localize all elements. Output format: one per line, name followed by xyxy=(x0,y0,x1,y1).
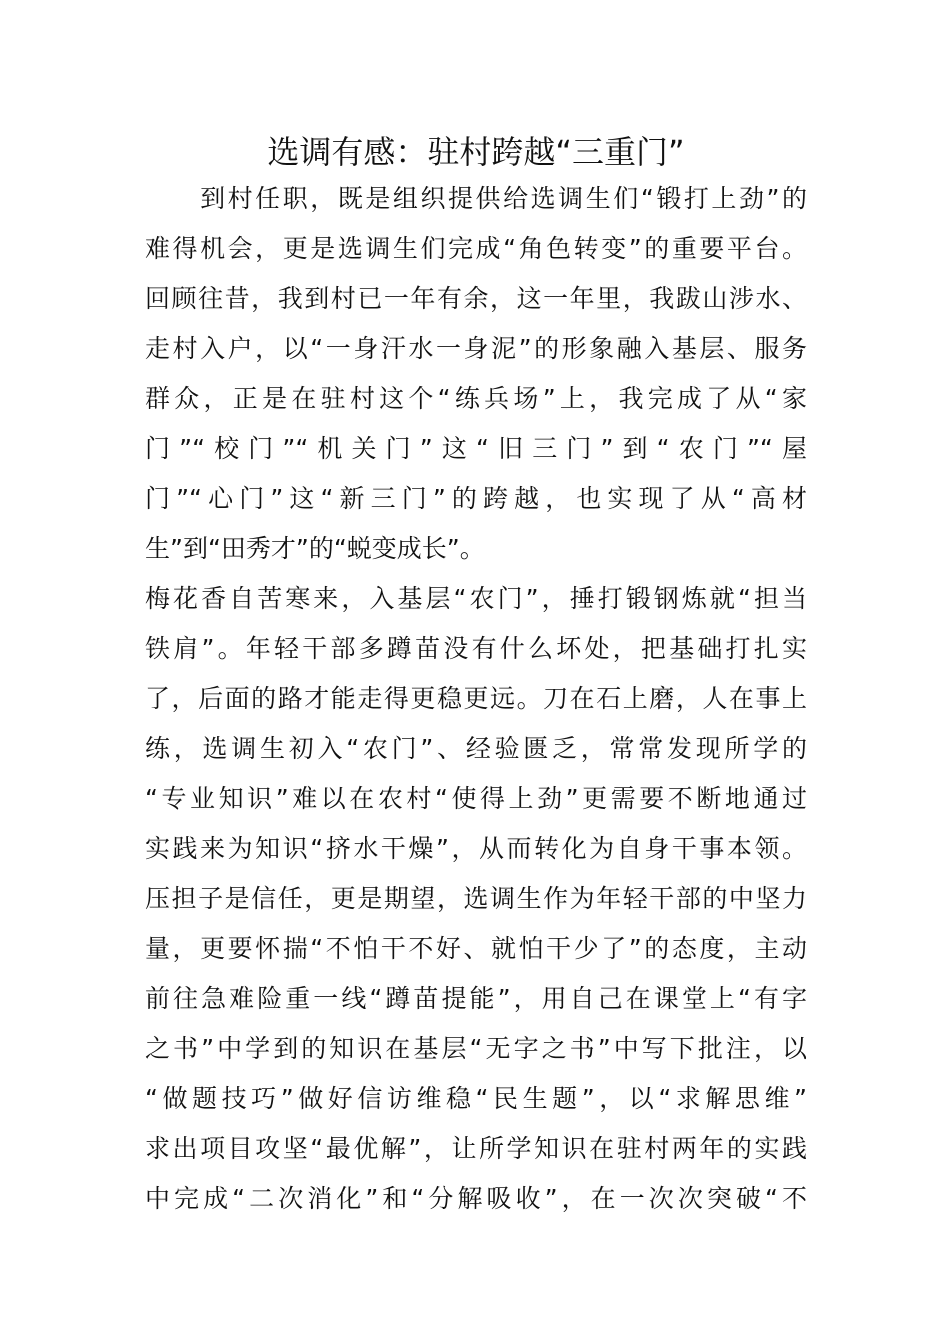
text-line: 难得机会，更是选调生们完成“角色转变”的重要平台。 xyxy=(145,234,807,263)
text-line: 走村入户，以“一身汗水一身泥”的形象融入基层、服务 xyxy=(145,334,807,363)
document-body xyxy=(145,174,807,1224)
text-line: 量，更要怀揣“不怕干不好、就怕干少了”的态度，主动 xyxy=(145,934,807,963)
text-line: 压担子是信任，更是期望，选调生作为年轻干部的中坚力 xyxy=(145,884,807,913)
text-line: 门”“校门”“机关门”这“旧三门”到“农门”“屋 xyxy=(145,434,807,463)
text-line: 了，后面的路才能走得更稳更远。刀在石上磨，人在事上 xyxy=(145,684,807,713)
text-line: 练，选调生初入“农门”、经验匮乏，常常发现所学的 xyxy=(145,734,807,763)
document-title: 选调有感：驻村跨越“三重门” xyxy=(267,133,685,171)
text-line: 回顾往昔，我到村已一年有余，这一年里，我跋山涉水、 xyxy=(145,284,807,313)
text-line: 前往急难险重一线“蹲苗提能”，用自己在课堂上“有字 xyxy=(145,984,807,1013)
text-line: 群众，正是在驻村这个“练兵场”上，我完成了从“家 xyxy=(145,384,807,413)
text-line: “专业知识”难以在农村“使得上劲”更需要不断地通过 xyxy=(145,784,807,813)
text-line: “做题技巧”做好信访维稳“民生题”，以“求解思维” xyxy=(145,1084,807,1113)
text-line: 中完成“二次消化”和“分解吸收”，在一次次突破“不 xyxy=(145,1184,807,1213)
text-line: 求出项目攻坚“最优解”，让所学知识在驻村两年的实践 xyxy=(145,1134,807,1163)
text-line: 铁肩”。年轻干部多蹲苗没有什么坏处，把基础打扎实 xyxy=(145,634,807,663)
text-line: 到村任职，既是组织提供给选调生们“锻打上劲”的 xyxy=(145,184,807,213)
text-line: 之书”中学到的知识在基层“无字之书”中写下批注，以 xyxy=(145,1034,807,1063)
text-line: 梅花香自苦寒来，入基层“农门”，捶打锻钢炼就“担当 xyxy=(145,584,807,613)
text-line: 实践来为知识“挤水干燥”，从而转化为自身干事本领。 xyxy=(145,834,807,863)
text-line: 生”到“田秀才”的“蜕变成长”。 xyxy=(145,534,485,563)
text-line: 门”“心门”这“新三门”的跨越，也实现了从“高材 xyxy=(145,484,807,513)
